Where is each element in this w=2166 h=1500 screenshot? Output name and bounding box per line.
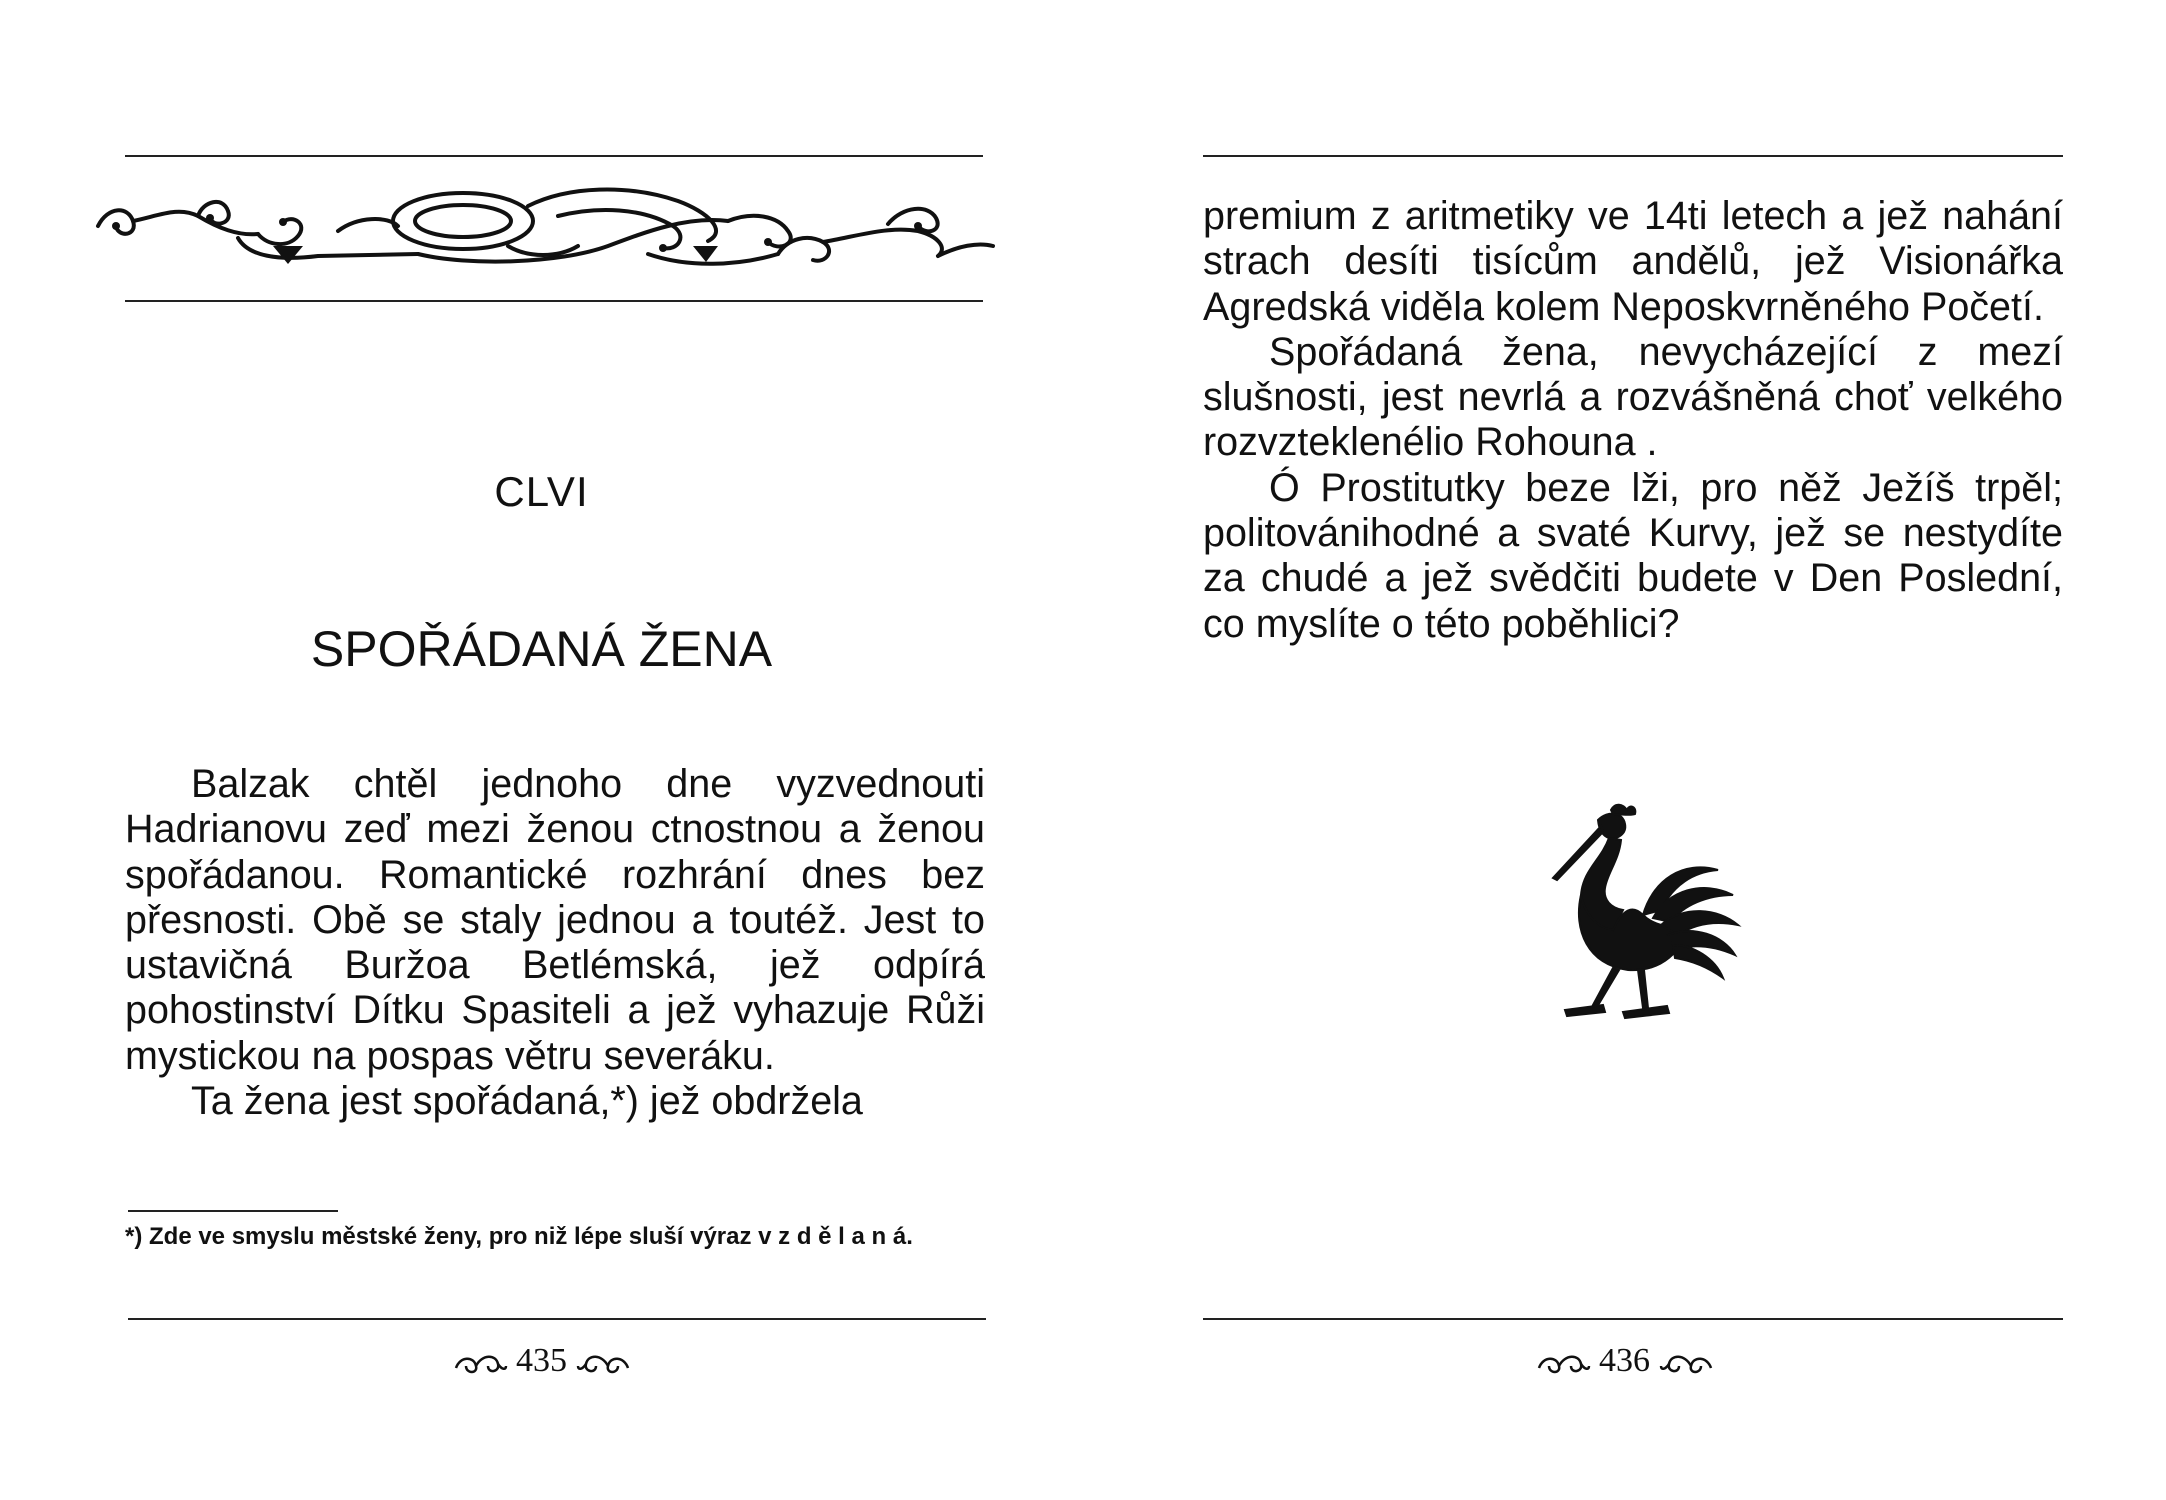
rooster-icon: [1543, 800, 1743, 1030]
paragraph: premium z aritmetiky ve 14ti letech a jež nahání strach desíti tisícům andělů, jež Visionářka Agredská viděla kolem Neposkvrněného Početí.: [1203, 194, 2063, 329]
page-number: 436: [1599, 1342, 1650, 1379]
chapter-number: CLVI: [494, 468, 589, 515]
right-page: [1083, 0, 2166, 1500]
footnote: *) Zde ve smyslu městské ženy, pro niž lépe sluší výraz v z d ě l a n á.: [125, 1223, 913, 1250]
page-number: 435: [516, 1342, 567, 1379]
page-footer: [0, 1342, 1083, 1380]
ornament-bottom-rule: [125, 300, 983, 302]
right-body-text: [1203, 194, 2063, 647]
top-rule: [1203, 155, 2063, 157]
scroll-flourish-icon: [1535, 1348, 1591, 1378]
footer-rule: [1203, 1318, 2063, 1320]
footnote-rule: [128, 1210, 338, 1212]
paragraph: Balzak chtěl jednoho dne vyzvednouti Hadrianovu zeď mezi ženou ctnostnou a ženou spořádanou. Romantické rozhrání dnes bez přesnosti. Obě se staly jednou a toutéž. Jest to ustavičná Buržoa Betlémská, jež odpírá pohostinství Dítku Spasiteli a jež vyhazuje Růži mystickou na pospas větru severáku.: [125, 762, 985, 1078]
paragraph: Ta žena jest spořádaná,*) jež obdržela: [191, 1079, 863, 1124]
paragraph: Spořádaná žena, nevycházející z mezí slušnosti, jest nevrlá a rozvášněná choť velkého rozvzteklenélio Rohouna .: [1203, 329, 2063, 465]
left-body-text: [125, 762, 985, 1124]
scroll-flourish-icon: [1659, 1348, 1715, 1378]
scroll-flourish-icon: [576, 1348, 632, 1378]
paragraph: Ó Prostitutky beze lži, pro něž Ježíš trpěl; politovánihodné a svaté Kurvy, jež se nestydíte za chudé a jež svědčiti budete v Den Poslední, co myslíte o této poběhlici?: [1203, 465, 2063, 646]
footer-rule: [128, 1318, 986, 1320]
scroll-flourish-icon: [452, 1348, 508, 1378]
top-rule: [125, 155, 983, 157]
page-footer: [1083, 1342, 2166, 1380]
chapter-title: SPOŘÁDANÁ ŽENA: [310, 621, 773, 677]
floral-scroll-ornament-icon: [88, 176, 1000, 276]
